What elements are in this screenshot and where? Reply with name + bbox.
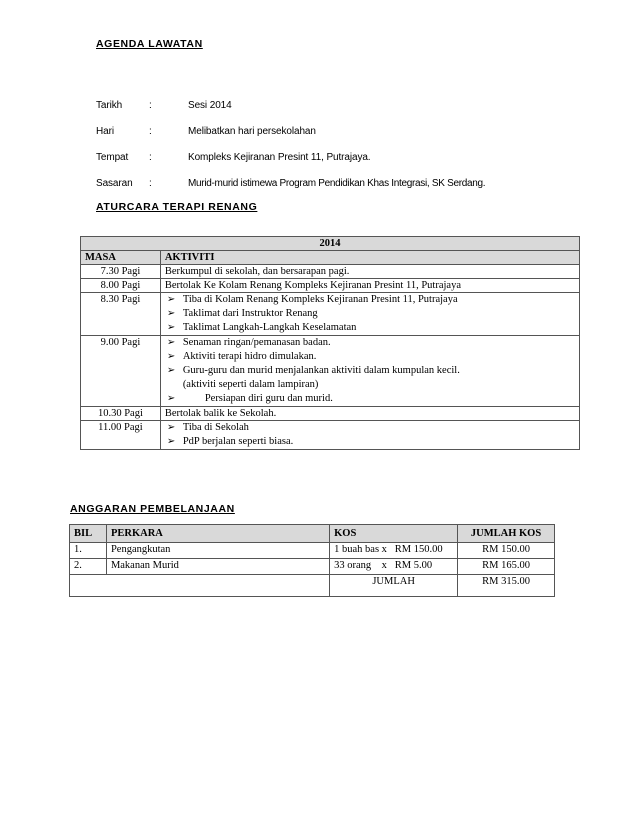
jumlah-cell: RM 165.00 (458, 559, 555, 575)
kos-header: KOS (330, 525, 458, 543)
masa-header: MASA (81, 251, 161, 265)
list-item: ➢ PdP berjalan seperti biasa. (166, 436, 294, 447)
jumlah-header: JUMLAH KOS (458, 525, 555, 543)
table-row (81, 407, 580, 421)
kos-cell: 1 buah bas x RM 150.00 (330, 543, 458, 559)
info-colon: : (149, 126, 152, 137)
aktiviti-cell (160, 336, 579, 407)
masa-cell: 10.30 Pagi (81, 407, 161, 421)
table-row (81, 237, 580, 251)
masa-cell: 8.00 Pagi (81, 279, 161, 293)
agenda-title: AGENDA LAWATAN (96, 38, 203, 50)
list-item: ➢ Guru-guru dan murid menjalankan aktiviti dalam kumpulan kecil. (166, 365, 460, 376)
bil-header: BIL (70, 525, 107, 543)
info-value: Sesi 2014 (188, 100, 232, 111)
arrow-bullet-icon: ➢ (166, 365, 176, 376)
table-row (81, 265, 580, 279)
table-row (70, 575, 555, 597)
arrow-bullet-icon: ➢ (166, 294, 176, 305)
aktiviti-cell (160, 293, 579, 336)
info-label: Hari (96, 126, 114, 137)
info-value: Melibatkan hari persekolahan (188, 126, 316, 137)
bil-cell: 1. (70, 543, 107, 559)
empty-cell (70, 575, 330, 597)
list-item: ➢ Tiba di Kolam Renang Kompleks Kejiranan Presint 11, Putrajaya (166, 294, 458, 305)
info-label: Tarikh (96, 100, 123, 111)
aktiviti-header: AKTIVITI (160, 251, 579, 265)
arrow-bullet-icon: ➢ (166, 393, 176, 404)
table-row (70, 525, 555, 543)
aktiviti-cell (160, 421, 579, 450)
list-item: ➢ Tiba di Sekolah (166, 422, 249, 433)
table-row (81, 251, 580, 265)
total-value: RM 315.00 (458, 575, 555, 597)
aktiviti-cell: Bertolak balik ke Sekolah. (160, 407, 579, 421)
arrow-bullet-icon: ➢ (166, 337, 176, 348)
anggaran-table (69, 524, 555, 597)
table-row (81, 421, 580, 450)
aturcara-table (80, 236, 580, 450)
kos-cell: 33 orang x RM 5.00 (330, 559, 458, 575)
aturcara-title: ATURCARA TERAPI RENANG (96, 201, 258, 213)
table-row (81, 279, 580, 293)
anggaran-title: ANGGARAN PEMBELANJAAN (70, 503, 235, 515)
arrow-bullet-icon: ➢ (166, 351, 176, 362)
list-item: ➢ Taklimat Langkah-Langkah Keselamatan (166, 322, 357, 333)
perkara-cell: Pengangkutan (106, 543, 329, 559)
year-header: 2014 (81, 237, 580, 251)
masa-cell: 7.30 Pagi (81, 265, 161, 279)
arrow-bullet-icon: ➢ (166, 322, 176, 333)
info-label: Tempat (96, 152, 129, 163)
list-item: ➢ Taklimat dari Instruktor Renang (166, 308, 318, 319)
bil-cell: 2. (70, 559, 107, 575)
list-item: ➢ Aktiviti terapi hidro dimulakan. (166, 351, 317, 362)
total-label: JUMLAH (330, 575, 458, 597)
info-value: Murid-murid istimewa Program Pendidikan Khas Integrasi, SK Serdang. (188, 178, 486, 189)
table-row (81, 293, 580, 336)
info-colon: : (149, 178, 152, 189)
aktiviti-cell: Bertolak Ke Kolam Renang Kompleks Kejiranan Presint 11, Putrajaya (160, 279, 579, 293)
list-item: ➢ Persiapan diri guru dan murid. (166, 393, 333, 404)
info-value: Kompleks Kejiranan Presint 11, Putrajaya. (188, 152, 371, 163)
table-row (70, 543, 555, 559)
arrow-bullet-icon: ➢ (166, 422, 176, 433)
jumlah-cell: RM 150.00 (458, 543, 555, 559)
table-row (81, 336, 580, 407)
info-label: Sasaran (96, 178, 133, 189)
list-item-continuation: (aktiviti seperti dalam lampiran) (182, 379, 319, 390)
info-colon: : (149, 152, 152, 163)
masa-cell: 11.00 Pagi (81, 421, 161, 450)
aktiviti-cell: Berkumpul di sekolah, dan bersarapan pagi. (160, 265, 579, 279)
list-item: ➢ Senaman ringan/pemanasan badan. (166, 337, 331, 348)
arrow-bullet-icon: ➢ (166, 436, 176, 447)
arrow-bullet-icon: ➢ (166, 308, 176, 319)
perkara-header: PERKARA (106, 525, 329, 543)
table-row (70, 559, 555, 575)
masa-cell: 9.00 Pagi (81, 336, 161, 407)
masa-cell: 8.30 Pagi (81, 293, 161, 336)
perkara-cell: Makanan Murid (106, 559, 329, 575)
info-colon: : (149, 100, 152, 111)
